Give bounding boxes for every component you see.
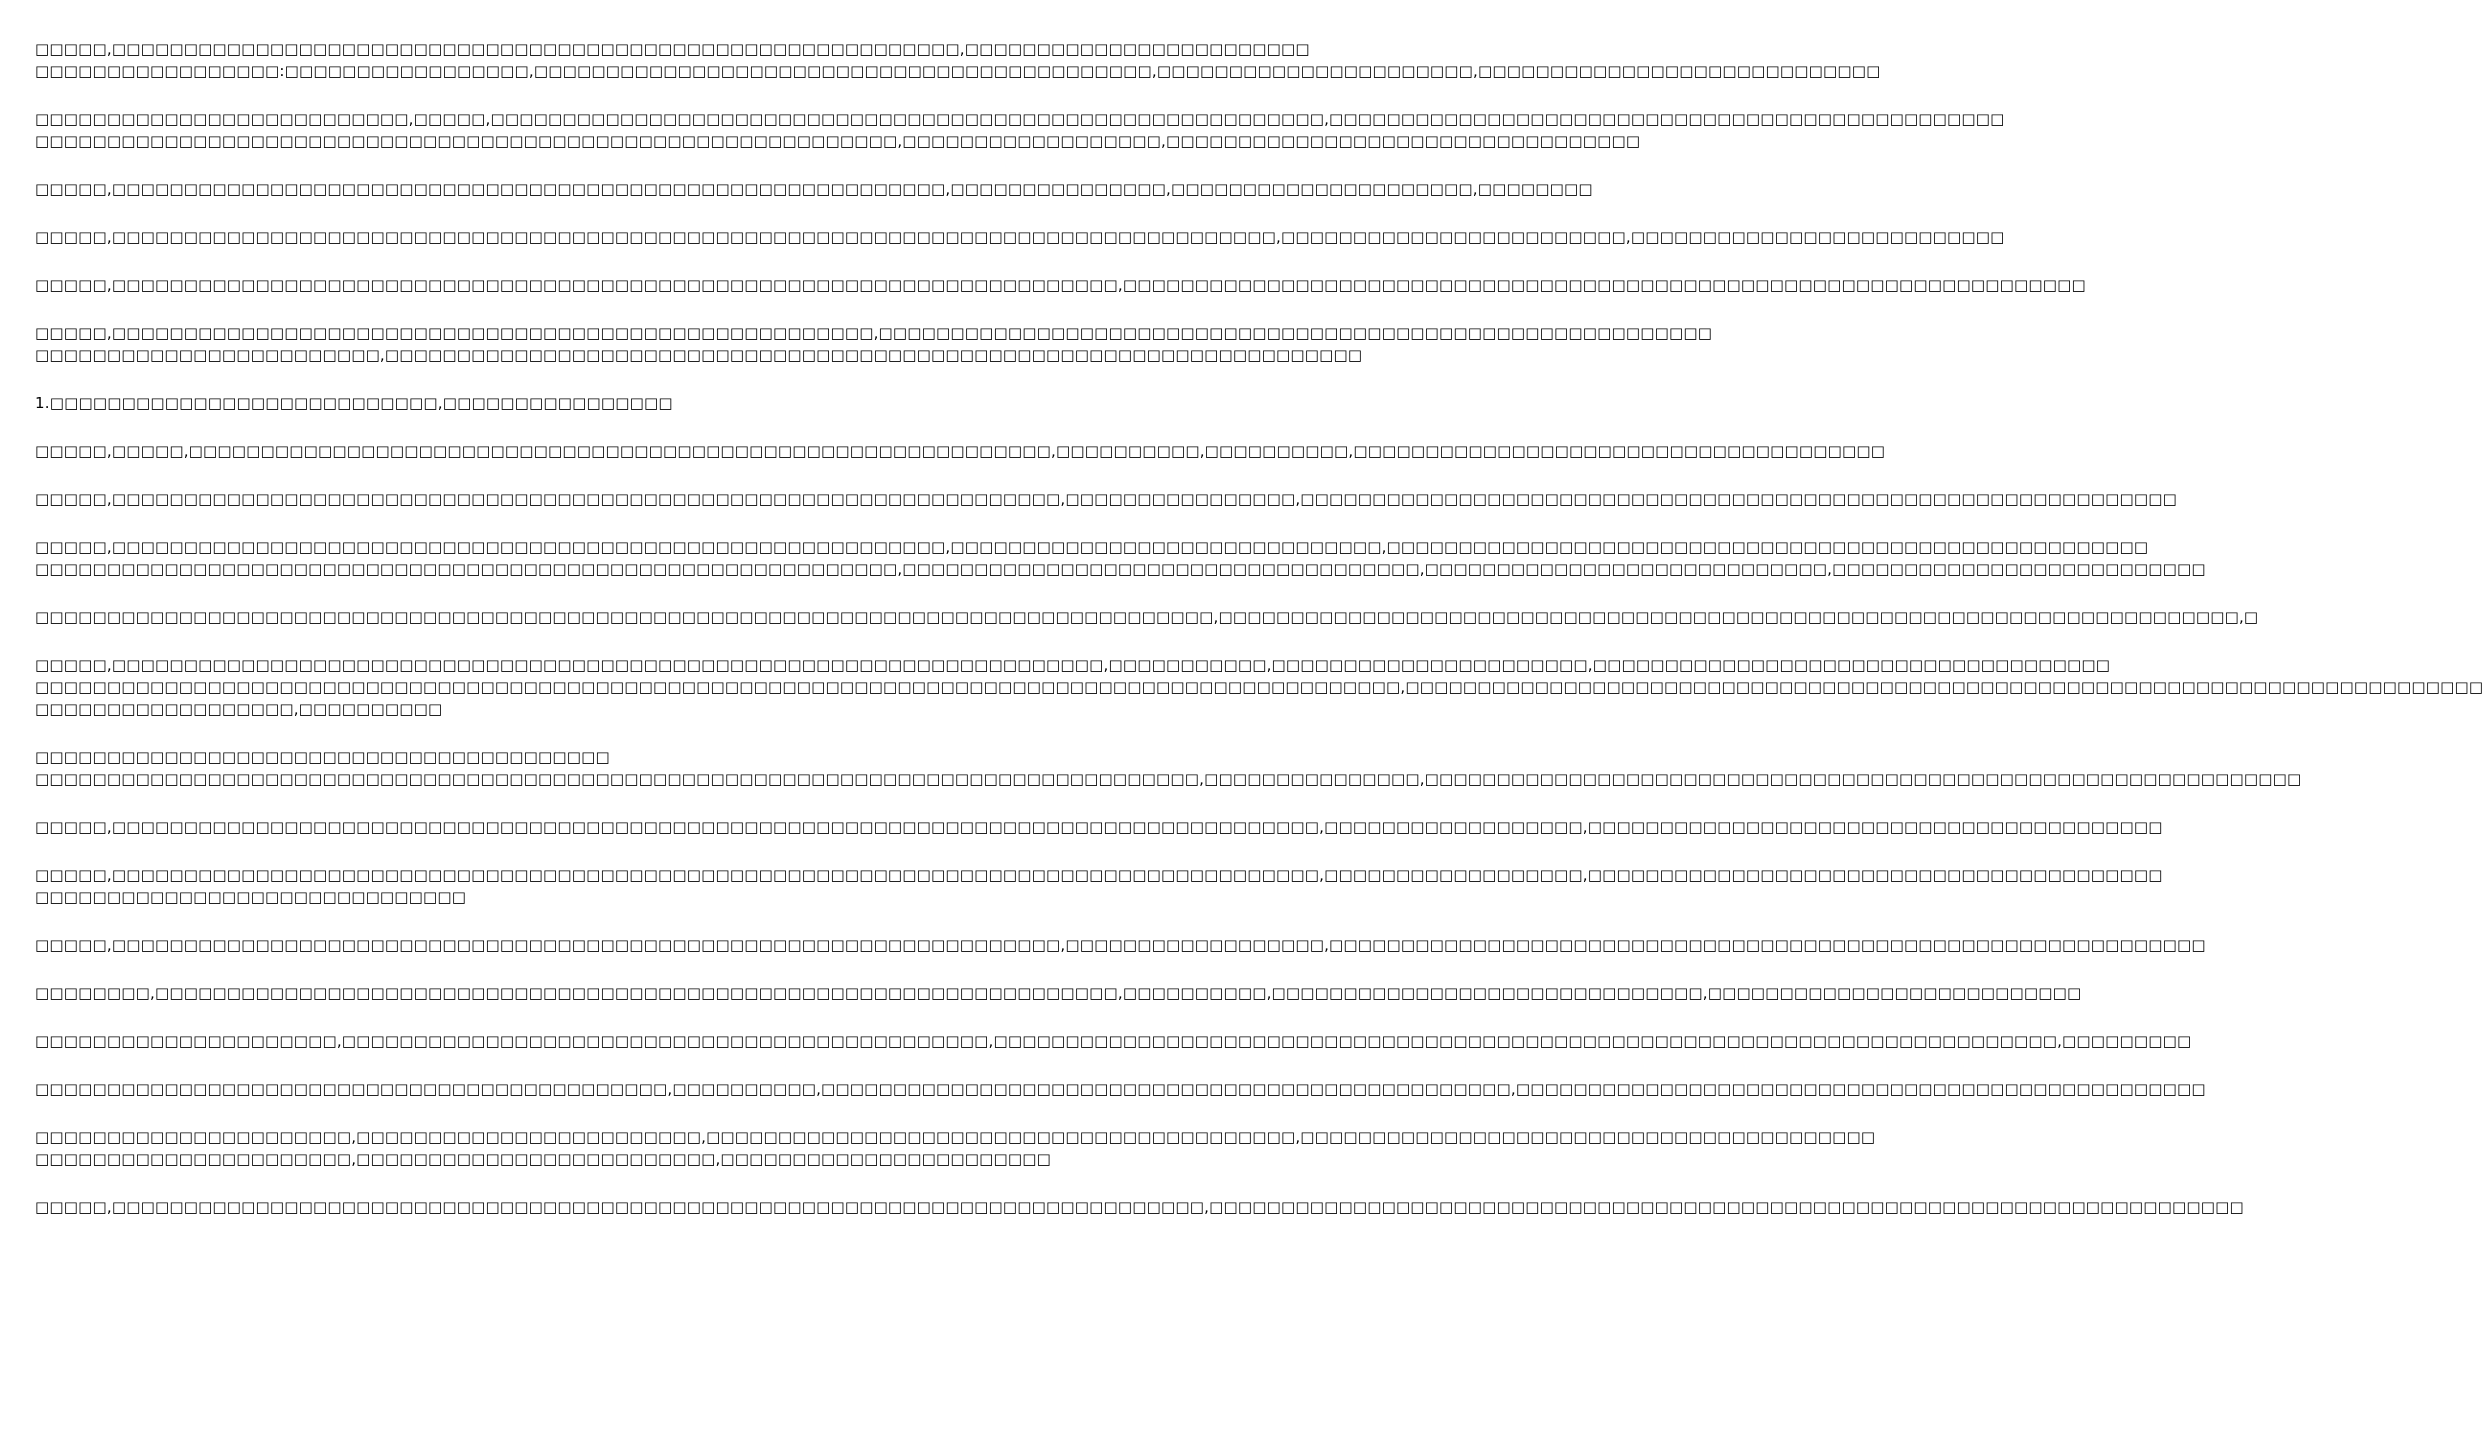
paragraph <box>35 178 1593 200</box>
paragraph <box>35 274 2086 296</box>
paragraph <box>35 440 1886 462</box>
section-heading <box>35 392 990 414</box>
document-body <box>35 38 2483 1218</box>
text-line: □□□□□□□□□□□□□□□□□□□□□□□□□□□□□□□□□□□□□□□□□□□□□□□□□□□□□□□□□□□□,□□□□□□□□□□□□□□□□□□□□□□□□□□□□□□□□□□□□,□□□□□□□□□□□□□□□□□□□□□□□□□□□□,□□□□□□□□□□□□□□□□□□□□□□□□□□ <box>35 560 2206 578</box>
text-line: □□□□□□□□,□□□□□□□□□□□□□□□□□□□□□□□□□□□□□□□□□□□□□□□□□□□□□□□□□□□□□□□□□□□□□□□□□□□,□□□□□□□□□□,□□□□□□□□□□□□□□□□□□□□□□□□□□□□□□,□□□□□□□□□□□□□□□□□□□□□□□□□□ <box>35 984 2082 1002</box>
text-line: □□□□□□□□□□□□□□□□□□□□□□□□,□□□□□□□□□□□□□□□□□□□□□□□□□□□□□□□□□□□□□□□□□□□□□□□□□□□□□□□□□□□□□□□□□□□□ <box>35 346 1363 364</box>
text-line: □□□□□□□□□□□□□□□□□□□□□□□□□□□□□□□□□□□□□□□□□□□□□□□□□□□□□□□□□□□□□□□□□□□□□□□□□□□□□□□□□□□□□□□□□□□□□□□,□□□□□□□□□□□□□□□□□□□□□□□□□□□□□□□□□□□□□□□□□□□□□□□□□□□□□□□□□□□□□□□□□□□□□□□□□□□ <box>35 678 2483 696</box>
text-line: □□□□□□□□□□□□□□□□□□□□□□□□□□□□□□□□□□□□□□□□□□□□□□□□□□□□□□□□□□□□□□□□□□□□□□□□□□□□□□□□□□,□□□□□□□□□□□□□□□□□□□□□□□□□□□□□□□□□□□□□□□□□□□□□□□□□□□□□□□□□□□□□□□□□□□□□□□,□ <box>35 608 2259 626</box>
text-line: □□□□□,□□□□□□□□□□□□□□□□□□□□□□□□□□□□□□□□□□□□□□□□□□□□□□□□□□□□□□□□□□□□□□□□□□,□□□□□□□□□□□□□□□□□□,□□□□□□□□□□□□□□□□□□□□□□□□□□□□□□□□□□□□□□□□□□□□□□□□□□□□□□□□□□□□□ <box>35 936 2206 954</box>
text-line: □□□□□□□□□□□□□□□□□□□□□□□□□□□□□□□□□□□□□□□□ <box>35 748 610 766</box>
text-line: □□□□□,□□□□□□□□□□□□□□□□□□□□□□□□□□□□□□□□□□□□□□□□□□□□□□□□□□□□□□□□□□,□□□□□□□□□□□□□□□□□□□□□□□□□□□□□□,□□□□□□□□□□□□□□□□□□□□□□□□□□□□□□□□□□□□□□□□□□□□□□□□□□□□□ <box>35 538 2149 556</box>
text-line: □□□□□,□□□□□□□□□□□□□□□□□□□□□□□□□□□□□□□□□□□□□□□□□□□□□□□□□□□□□□□□□□□□□□□□□□,□□□□□□□□□□□□□□□□,□□□□□□□□□□□□□□□□□□□□□□□□□□□□□□□□□□□□□□□□□□□□□□□□□□□□□□□□□□□□□ <box>35 490 2178 508</box>
paragraph <box>35 1030 2192 1052</box>
paragraph <box>35 38 1881 82</box>
paragraph <box>35 322 1713 366</box>
paragraph <box>35 488 2178 510</box>
text-line: □□□□□,□□□□□,□□□□□□□□□□□□□□□□□□□□□□□□□□□□□□□□□□□□□□□□□□□□□□□□□□□□□□□□□□□□,□□□□□□□□□□,□□□□□□□□□□,□□□□□□□□□□□□□□□□□□□□□□□□□□□□□□□□□□□□□ <box>35 442 1886 460</box>
text-line: □□□□□,□□□□□□□□□□□□□□□□□□□□□□□□□□□□□□□□□□□□□□□□□□□□□□□□□□□□□□□□□□,□□□□□□□□□□□□□□□,□□□□□□□□□□□□□□□□□□□□□,□□□□□□□□ <box>35 180 1593 198</box>
paragraph <box>35 1196 2244 1218</box>
paragraph <box>35 934 2206 956</box>
paragraph <box>35 108 2005 152</box>
paragraph <box>35 1078 2206 1100</box>
text-line: □□□□□□□□□□□□□□□□□□□□□,□□□□□□□□□□□□□□□□□□□□□□□□□□□□□□□□□□□□□□□□□□□□□,□□□□□□□□□□□□□□□□□□□□□□□□□□□□□□□□□□□□□□□□□□□□□□□□□□□□□□□□□□□□□□□□□□□□□□□□□□,□□□□□□□□□ <box>35 1032 2192 1050</box>
text-line: □□□□□□□□□□□□□□□□□□□□□□□□□□,□□□□□,□□□□□□□□□□□□□□□□□□□□□□□□□□□□□□□□□□□□□□□□□□□□□□□□□□□□□□□□□□,□□□□□□□□□□□□□□□□□□□□□□□□□□□□□□□□□□□□□□□□□□□□□□□ <box>35 110 2005 128</box>
text-line: □□□□□□□□□□□□□□□□□:□□□□□□□□□□□□□□□□□,□□□□□□□□□□□□□□□□□□□□□□□□□□□□□□□□□□□□□□□□□□□,□□□□□□□□□□□□□□□□□□□□□□,□□□□□□□□□□□□□□□□□□□□□□□□□□□□ <box>35 62 1881 80</box>
paragraph <box>35 606 2259 628</box>
text-line: □□□□□□□□□□□□□□□□□□□□□□□□□□□□□□ <box>35 888 467 906</box>
text-line: □□□□□,□□□□□□□□□□□□□□□□□□□□□□□□□□□□□□□□□□□□□□□□□□□□□□□□□□□□□□□□□□□□□□□□□□□□□□,□□□□□□□□□□□□□□□□□□□□□□□□□□□□□□□□□□□□□□□□□□□□□□□□□□□□□□□□□□□□□□□□□□□ <box>35 276 2086 294</box>
paragraph <box>35 1126 1876 1170</box>
paragraph <box>35 226 2005 248</box>
text-line: □□□□□□□□□□□□□□□□□□□□□□□□□□□□□□□□□□□□□□□□□□□□□□□□□□□□□□□□□□□□□□□□□□□□□□□□□□□□□□□□□,□□□□□□□□□□□□□□□,□□□□□□□□□□□□□□□□□□□□□□□□□□□□□□□□□□□□□□□□□□□□□□□□□□□□□□□□□□□□□ <box>35 770 2302 788</box>
text-line: □□□□□,□□□□□□□□□□□□□□□□□□□□□□□□□□□□□□□□□□□□□□□□□□□□□□□□□□□□□□□□□□□□□□□□□□□□□□□□□□□□,□□□□□□□□□□□□□□□□□□□□□□□□□□□□□□□□□□□□□□□□□□□□□□□□□□□□□□□□□□□□□□□□□□□□□□□□ <box>35 1198 2244 1216</box>
paragraph <box>35 864 2163 908</box>
text-line: □□□□□□□□□□□□□□□□□□,□□□□□□□□□□ <box>35 700 443 718</box>
paragraph <box>35 536 2206 580</box>
paragraph <box>35 982 2082 1004</box>
text-line: □□□□□□□□□□□□□□□□□□□□□□□□□□□□□□□□□□□□□□□□□□□□,□□□□□□□□□□,□□□□□□□□□□□□□□□□□□□□□□□□□□□□□□□□□□□□□□□□□□□□□□□□,□□□□□□□□□□□□□□□□□□□□□□□□□□□□□□□□□□□□□□□□□□□□□□□□ <box>35 1080 2206 1098</box>
text-line: □□□□□,□□□□□□□□□□□□□□□□□□□□□□□□□□□□□□□□□□□□□□□□□□□□□□□□□□□□□□□□□□□□□□□□□□□□□□□□□□□□□□□□□□□□,□□□□□□□□□□□□□□□□□□,□□□□□□□□□□□□□□□□□□□□□□□□□□□□□□□□□□□□□□□□ <box>35 866 2163 884</box>
text-line: □□□□□,□□□□□□□□□□□□□□□□□□□□□□□□□□□□□□□□□□□□□□□□□□□□□□□□□□□□□□□□□□□□□□□□□□□□□,□□□□□□□□□□□,□□□□□□□□□□□□□□□□□□□□□□,□□□□□□□□□□□□□□□□□□□□□□□□□□□□□□□□□□□□ <box>35 656 2111 674</box>
text-line: □□□□□,□□□□□□□□□□□□□□□□□□□□□□□□□□□□□□□□□□□□□□□□□□□□□□□□□□□□□□□□□□□□□□□□□□□□□□□□□□□□□□□□□,□□□□□□□□□□□□□□□□□□□□□□□□,□□□□□□□□□□□□□□□□□□□□□□□□□□ <box>35 228 2005 246</box>
text-line: □□□□□,□□□□□□□□□□□□□□□□□□□□□□□□□□□□□□□□□□□□□□□□□□□□□□□□□□□□□□□□□□□,□□□□□□□□□□□□□□□□□□□□□□□□ <box>35 40 1310 58</box>
text-line: □□□□□,□□□□□□□□□□□□□□□□□□□□□□□□□□□□□□□□□□□□□□□□□□□□□□□□□□□□□□□□□□□□□□□□□□□□□□□□□□□□□□□□□□□□,□□□□□□□□□□□□□□□□□□,□□□□□□□□□□□□□□□□□□□□□□□□□□□□□□□□□□□□□□□□ <box>35 818 2163 836</box>
heading-text: 1.□□□□□□□□□□□□□□□□□□□□□□□□□□□,□□□□□□□□□□□□□□□□ <box>35 394 673 412</box>
paragraph <box>35 816 2163 838</box>
text-line: □□□□□□□□□□□□□□□□□□□□□□,□□□□□□□□□□□□□□□□□□□□□□□□□,□□□□□□□□□□□□□□□□□□□□□□□ <box>35 1150 1052 1168</box>
text-line: □□□□□□□□□□□□□□□□□□□□□□,□□□□□□□□□□□□□□□□□□□□□□□□,□□□□□□□□□□□□□□□□□□□□□□□□□□□□□□□□□□□□□□□□□,□□□□□□□□□□□□□□□□□□□□□□□□□□□□□□□□□□□□□□□□ <box>35 1128 1876 1146</box>
paragraph <box>35 654 2483 720</box>
paragraph <box>35 746 2302 790</box>
text-line: □□□□□,□□□□□□□□□□□□□□□□□□□□□□□□□□□□□□□□□□□□□□□□□□□□□□□□□□□□□,□□□□□□□□□□□□□□□□□□□□□□□□□□□□□□□□□□□□□□□□□□□□□□□□□□□□□□□□□□ <box>35 324 1713 342</box>
text-line: □□□□□□□□□□□□□□□□□□□□□□□□□□□□□□□□□□□□□□□□□□□□□□□□□□□□□□□□□□□□,□□□□□□□□□□□□□□□□□□,□□□□□□□□□□□□□□□□□□□□□□□□□□□□□□□□□ <box>35 132 1641 150</box>
